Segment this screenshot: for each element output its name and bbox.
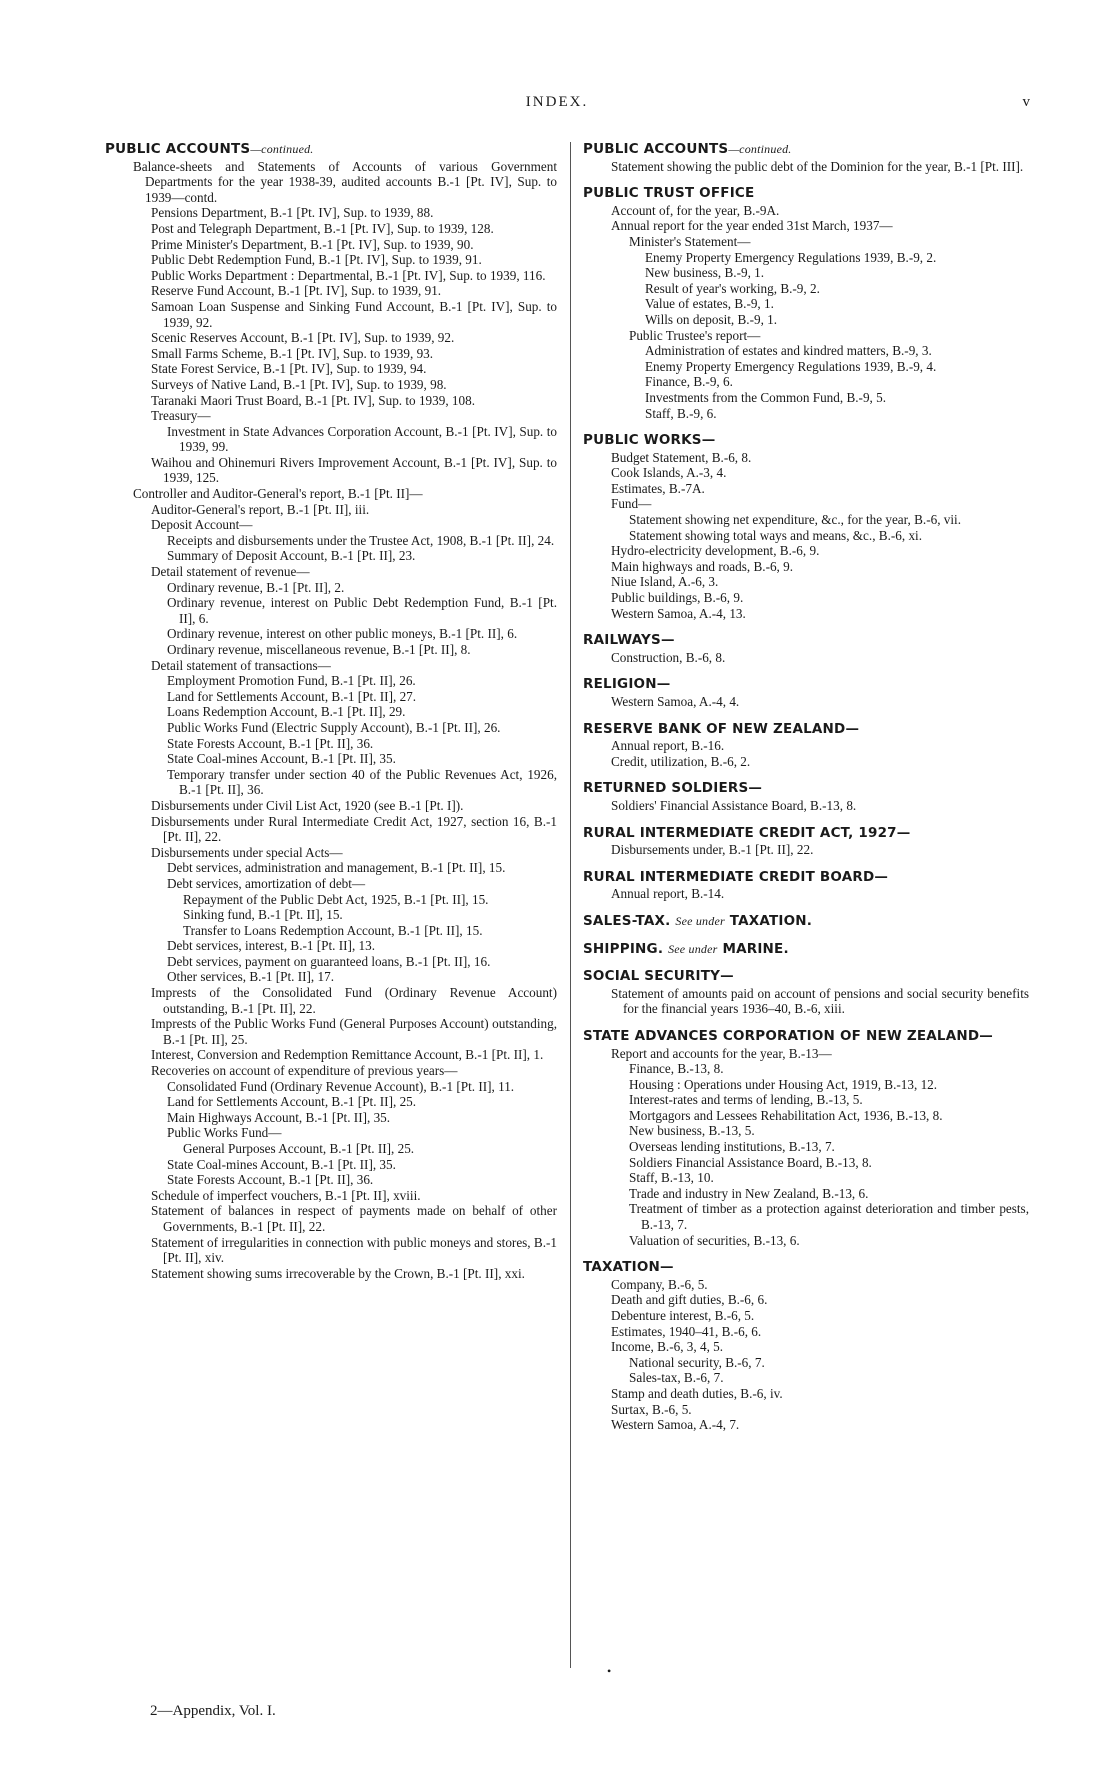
index-entry: New business, B.-13, 5. [629, 1123, 755, 1139]
index-entry: Imprests of the Public Works Fund (General Purposes Account) outstanding, B.-1 [Pt. II], 25. [151, 1016, 557, 1047]
index-entry: State Coal-mines Account, B.-1 [Pt. II], 35. [167, 751, 396, 767]
page-title: INDEX. [525, 94, 589, 110]
index-entry: Employment Promotion Fund, B.-1 [Pt. II], 26. [167, 673, 416, 689]
index-entry: Wills on deposit, B.-9, 1. [645, 311, 778, 327]
index-entry: Investments from the Common Fund, B.-9, 5. [645, 389, 887, 405]
index-entry: Main Highways Account, B.-1 [Pt. II], 35. [167, 1109, 391, 1125]
heading-text: SALES-TAX. [583, 912, 671, 929]
heading-continued: —continued. [250, 142, 314, 156]
column-divider [570, 142, 571, 1668]
index-entry: Statement of balances in respect of payments made on behalf of other Governments, B.-1 [Pt. II], 22. [151, 1203, 557, 1234]
index-entry: Loans Redemption Account, B.-1 [Pt. II], 29. [167, 704, 406, 720]
index-heading [583, 722, 1029, 738]
index-entry: Result of year's working, B.-9, 2. [645, 280, 820, 296]
page-number: v [1022, 94, 1030, 110]
heading-text: PUBLIC ACCOUNTS [583, 141, 729, 157]
heading-text: RETURNED SOLDIERS— [583, 780, 763, 797]
index-heading [583, 914, 1029, 930]
index-entry: Debt services, amortization of debt— [167, 875, 366, 891]
index-entry: Western Samoa, A.-4, 13. [611, 605, 746, 621]
index-heading [583, 433, 1029, 449]
index-entry: Fund— [611, 496, 652, 512]
index-entry: Disbursements under special Acts— [151, 844, 343, 860]
index-entry: Schedule of imperfect vouchers, B.-1 [Pt. II], xviii. [151, 1187, 421, 1203]
index-entry: Finance, B.-9, 6. [645, 374, 733, 390]
index-entry: Sinking fund, B.-1 [Pt. II], 15. [183, 907, 343, 923]
index-entry: Auditor-General's report, B.-1 [Pt. II], iii. [151, 501, 370, 517]
index-entry: Debt services, administration and management, B.-1 [Pt. II], 15. [167, 860, 506, 876]
see-under: See under [668, 941, 718, 956]
index-entry: Investment in State Advances Corporation Account, B.-1 [Pt. IV], Sup. to 1939, 99. [167, 423, 557, 455]
index-entry: Balance-sheets and Statements of Accounts of various Government Departments for the year 1938-39, audited accounts B.-1 [Pt. IV], Sup. to 1939—contd. [133, 158, 557, 205]
heading-text: TAXATION— [583, 1259, 674, 1276]
index-heading [583, 870, 1029, 886]
index-entry: Surtax, B.-6, 5. [611, 1401, 692, 1417]
index-entry: New business, B.-9, 1. [645, 265, 765, 281]
index-entry: Transfer to Loans Redemption Account, B.-1 [Pt. II], 15. [183, 922, 483, 938]
index-entry: Staff, B.-9, 6. [645, 405, 717, 421]
index-entry: Staff, B.-13, 10. [629, 1170, 714, 1186]
index-entry: Administration of estates and kindred matters, B.-9, 3. [645, 343, 932, 359]
heading-text: RAILWAYS— [583, 632, 675, 649]
index-entry: Debt services, payment on guaranteed loans, B.-1 [Pt. II], 16. [167, 953, 491, 969]
index-entry: Credit, utilization, B.-6, 2. [611, 753, 751, 769]
index-entry: Niue Island, A.-6, 3. [611, 574, 719, 590]
index-entry: Western Samoa, A.-4, 4. [611, 694, 740, 709]
heading-text: PUBLIC WORKS— [583, 432, 716, 449]
index-heading [583, 186, 1029, 202]
index-entry: State Forest Service, B.-1 [Pt. IV], Sup. to 1939, 94. [151, 361, 427, 377]
index-entry: Annual report, B.-14. [611, 886, 725, 902]
index-entry: Consolidated Fund (Ordinary Revenue Account), B.-1 [Pt. II], 11. [167, 1078, 515, 1094]
index-entry: Valuation of securities, B.-13, 6. [629, 1232, 800, 1248]
index-entry: Income, B.-6, 3, 4, 5. [611, 1339, 724, 1355]
index-entry: Ordinary revenue, B.-1 [Pt. II], 2. [167, 579, 345, 595]
index-entry: Land for Settlements Account, B.-1 [Pt. II], 27. [167, 688, 417, 704]
index-entry: Ordinary revenue, interest on Public Debt Redemption Fund, B.-1 [Pt. II], 6. [167, 595, 557, 626]
index-heading [583, 1260, 1029, 1276]
index-entry: Main highways and roads, B.-6, 9. [611, 558, 794, 574]
index-entry: Samoan Loan Suspense and Sinking Fund Account, B.-1 [Pt. IV], Sup. to 1939, 92. [151, 298, 557, 330]
index-entry: Statement showing the public debt of the Dominion for the year, B.-1 [Pt. III]. [611, 158, 1024, 174]
index-entry: Controller and Auditor-General's report, B.-1 [Pt. II]— [133, 486, 423, 502]
index-heading [583, 969, 1029, 985]
index-entry: Imprests of the Consolidated Fund (Ordinary Revenue Account) outstanding, B.-1 [Pt. II], 22. [151, 985, 557, 1016]
index-entry: Interest-rates and terms of lending, B.-13, 5. [629, 1092, 863, 1108]
index-entry: Debt services, interest, B.-1 [Pt. II], 13. [167, 938, 376, 954]
index-entry: Disbursements under Rural Intermediate Credit Act, 1927, section 16, B.-1 [Pt. II], 22. [151, 813, 557, 845]
index-entry: Statement of amounts paid on account of pensions and social security benefits for the financial years 1936–40, B.-6, xiii. [611, 985, 1029, 1017]
see-under: See under [675, 913, 725, 928]
index-entry: Ordinary revenue, miscellaneous revenue, B.-1 [Pt. II], 8. [167, 642, 471, 657]
index-entry: Account of, for the year, B.-9A. [611, 202, 780, 218]
heading-text: SHIPPING. [583, 940, 664, 957]
index-heading [583, 1029, 1029, 1045]
index-entry: Small Farms Scheme, B.-1 [Pt. IV], Sup. to 1939, 93. [151, 345, 434, 361]
index-entry: Statement showing total ways and means, &c., B.-6, xi. [629, 527, 923, 543]
index-heading [583, 633, 1029, 649]
index-entry: National security, B.-6, 7. [629, 1354, 765, 1370]
index-entry: Reserve Fund Account, B.-1 [Pt. IV], Sup. to 1939, 91. [151, 283, 442, 299]
index-entry: Land for Settlements Account, B.-1 [Pt. II], 25. [167, 1094, 417, 1110]
index-entry: Soldiers' Financial Assistance Board, B.-13, 8. [611, 797, 857, 813]
index-entry: Soldiers Financial Assistance Board, B.-13, 8. [629, 1154, 872, 1170]
index-entry: Estimates, B.-7A. [611, 480, 705, 496]
index-entry: Detail statement of transactions— [151, 657, 331, 673]
index-entry: Public buildings, B.-6, 9. [611, 590, 744, 606]
index-entry: Cook Islands, A.-3, 4. [611, 465, 727, 481]
index-entry: Scenic Reserves Account, B.-1 [Pt. IV], Sup. to 1939, 92. [151, 330, 455, 346]
index-entry: Temporary transfer under section 40 of the Public Revenues Act, 1926, B.-1 [Pt. II], 36. [167, 766, 557, 798]
index-entry: Treatment of timber as a protection against deterioration and timber pests, B.-13, 7. [629, 1201, 1029, 1233]
heading-text: RURAL INTERMEDIATE CREDIT BOARD— [583, 868, 889, 885]
index-heading [583, 142, 1029, 158]
page-footer: 2—Appendix, Vol. I. [150, 1703, 276, 1719]
heading-text: RELIGION— [583, 676, 671, 693]
index-entry: State Forests Account, B.-1 [Pt. II], 36. [167, 1172, 374, 1188]
index-entry: Ordinary revenue, interest on other public moneys, B.-1 [Pt. II], 6. [167, 626, 518, 642]
index-entry: Repayment of the Public Debt Act, 1925, B.-1 [Pt. II], 15. [183, 891, 489, 907]
left-column [105, 142, 557, 1281]
index-entry: Value of estates, B.-9, 1. [645, 296, 774, 312]
index-entry: Public Debt Redemption Fund, B.-1 [Pt. IV], Sup. to 1939, 91. [151, 252, 482, 268]
heading-continued: —continued. [728, 142, 792, 156]
index-entry: Sales-tax, B.-6, 7. [629, 1370, 724, 1386]
index-heading [583, 826, 1029, 842]
index-entry: Statement showing net expenditure, &c., for the year, B.-6, vii. [629, 512, 962, 528]
index-entry: Recoveries on account of expenditure of previous years— [151, 1063, 458, 1079]
cross-reference: MARINE. [722, 940, 789, 957]
index-entry: Mortgagors and Lessees Rehabilitation Act, 1936, B.-13, 8. [629, 1107, 943, 1123]
index-heading [583, 781, 1029, 797]
index-entry: Interest, Conversion and Redemption Remittance Account, B.-1 [Pt. II], 1. [151, 1047, 544, 1063]
heading-text: PUBLIC TRUST OFFICE [583, 185, 755, 202]
index-entry: Statement showing sums irrecoverable by the Crown, B.-1 [Pt. II], xxi. [151, 1265, 525, 1281]
index-entry: Budget Statement, B.-6, 8. [611, 449, 752, 465]
index-entry: Public Works Fund (Electric Supply Account), B.-1 [Pt. II], 26. [167, 719, 501, 735]
heading-text: PUBLIC ACCOUNTS [105, 141, 251, 157]
index-entry: Death and gift duties, B.-6, 6. [611, 1292, 768, 1308]
index-entry: Estimates, 1940–41, B.-6, 6. [611, 1323, 762, 1339]
cross-reference: TAXATION. [729, 912, 813, 929]
index-entry: Other services, B.-1 [Pt. II], 17. [167, 969, 335, 985]
index-heading [583, 942, 1029, 958]
right-column [583, 142, 1029, 1433]
index-entry: Western Samoa, A.-4, 7. [611, 1417, 740, 1433]
index-entry: Waihou and Ohinemuri Rivers Improvement Account, B.-1 [Pt. IV], Sup. to 1939, 125. [151, 454, 557, 486]
index-entry: Disbursements under, B.-1 [Pt. II], 22. [611, 842, 814, 858]
index-entry: Treasury— [151, 408, 211, 424]
index-entry: Taranaki Maori Trust Board, B.-1 [Pt. IV], Sup. to 1939, 108. [151, 392, 475, 408]
index-entry: Public Works Department : Departmental, B.-1 [Pt. IV], Sup. to 1939, 116. [151, 267, 546, 283]
index-entry: Public Trustee's report— [629, 327, 761, 343]
index-entry: Overseas lending institutions, B.-13, 7. [629, 1139, 835, 1155]
index-entry: Construction, B.-6, 8. [611, 649, 726, 665]
index-entry: Deposit Account— [151, 517, 253, 533]
index-entry: Hydro-electricity development, B.-6, 9. [611, 543, 820, 559]
index-entry: Enemy Property Emergency Regulations 1939, B.-9, 2. [645, 249, 937, 265]
heading-text: RURAL INTERMEDIATE CREDIT ACT, 1927— [583, 824, 911, 841]
index-entry: Statement of irregularities in connection with public moneys and stores, B.-1 [Pt. II], xiv. [151, 1234, 557, 1266]
decorative-dot: • [607, 1664, 612, 1678]
index-entry: Enemy Property Emergency Regulations 1939, B.-9, 4. [645, 358, 937, 374]
index-entry: State Coal-mines Account, B.-1 [Pt. II], 35. [167, 1156, 396, 1172]
index-entry: Pensions Department, B.-1 [Pt. IV], Sup. to 1939, 88. [151, 205, 434, 221]
index-entry: State Forests Account, B.-1 [Pt. II], 36. [167, 735, 374, 751]
index-entry: Disbursements under Civil List Act, 1920 (see B.-1 [Pt. I]). [151, 797, 464, 813]
index-entry: Stamp and death duties, B.-6, iv. [611, 1385, 783, 1401]
index-entry: Annual report, B.-16. [611, 738, 725, 754]
index-entry: Post and Telegraph Department, B.-1 [Pt. IV], Sup. to 1939, 128. [151, 220, 494, 236]
index-entry: Minister's Statement— [629, 233, 751, 249]
index-entry: Receipts and disbursements under the Trustee Act, 1908, B.-1 [Pt. II], 24. [167, 532, 555, 548]
index-entry: Report and accounts for the year, B.-13— [611, 1045, 832, 1061]
index-entry: Debenture interest, B.-6, 5. [611, 1308, 755, 1323]
index-entry: Surveys of Native Land, B.-1 [Pt. IV], Sup. to 1939, 98. [151, 376, 447, 392]
heading-text: STATE ADVANCES CORPORATION OF NEW ZEALAND— [583, 1027, 993, 1044]
index-entry: General Purposes Account, B.-1 [Pt. II], 25. [183, 1141, 415, 1156]
index-heading [105, 142, 557, 158]
index-entry: Housing : Operations under Housing Act, 1919, B.-13, 12. [629, 1076, 938, 1092]
index-entry: Finance, B.-13, 8. [629, 1061, 724, 1077]
index-entry: Public Works Fund— [167, 1125, 282, 1141]
index-entry: Prime Minister's Department, B.-1 [Pt. IV], Sup. to 1939, 90. [151, 236, 474, 252]
index-heading [583, 677, 1029, 693]
heading-text: SOCIAL SECURITY— [583, 968, 734, 985]
index-entry: Summary of Deposit Account, B.-1 [Pt. II], 23. [167, 548, 416, 564]
index-entry: Trade and industry in New Zealand, B.-13, 6. [629, 1185, 869, 1201]
index-entry: Company, B.-6, 5. [611, 1276, 708, 1292]
index-entry: Annual report for the year ended 31st March, 1937— [611, 218, 893, 234]
index-entry: Detail statement of revenue— [151, 564, 310, 580]
heading-text: RESERVE BANK OF NEW ZEALAND— [583, 720, 860, 737]
